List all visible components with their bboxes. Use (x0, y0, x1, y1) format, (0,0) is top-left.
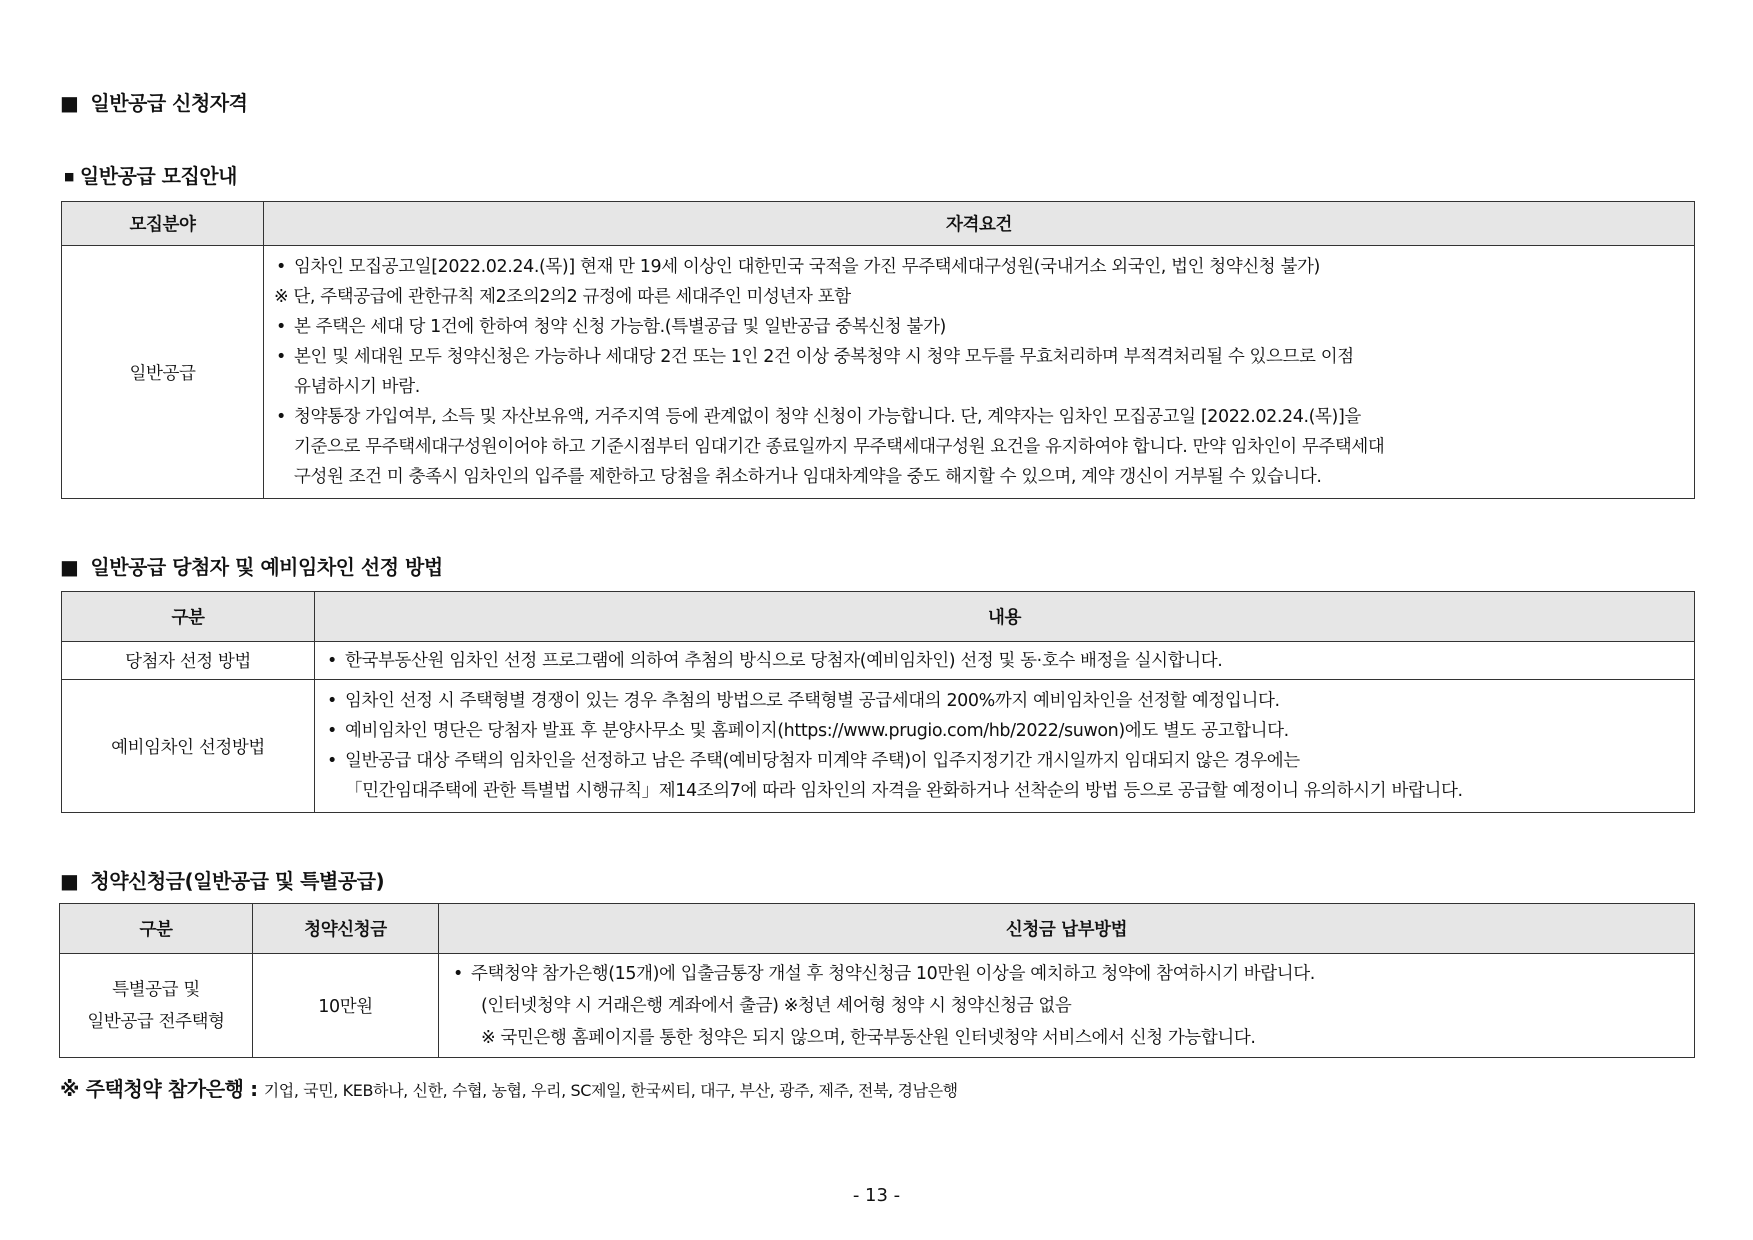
participating-banks-note (60, 1073, 958, 1102)
table-row (60, 954, 1695, 1058)
subsection-title: 일반공급 모집안내 (79, 164, 237, 188)
list-item: • 임차인 선정 시 주택형별 경쟁이 있는 경우 추첨의 방법으로 주택형별 공급세대의 200%까지 예비임차인을 선정할 예정입니다. (325, 686, 1684, 716)
payment-method-cell (439, 954, 1695, 1058)
selection-method-table (61, 591, 1695, 813)
row-label-general-supply: 일반공급 (62, 246, 264, 499)
square-bullet-icon: ■ (60, 555, 79, 579)
deposit-table (59, 903, 1695, 1058)
list-item-continuation: 기준으로 무주택세대구성원이어야 하고 기준시점부터 임대기간 종료일까지 무주택세대구성원 요건을 유지하여야 합니다. 만약 임차인이 무주택세대 (294, 437, 1385, 457)
banks-label: ※ 주택청약 참가은행 : (60, 1077, 258, 1101)
row-label-line: 특별공급 및 (112, 979, 200, 1000)
list-item: • 청약통장 가입여부, 소득 및 자산보유액, 거주지역 등에 관계없이 청약 신청이 가능합니다. 단, 계약자는 임차인 모집공고일 [2022.02.24.(목)]을 (274, 402, 1684, 432)
table-header-row (60, 904, 1695, 954)
reserve-selection-cell (315, 680, 1695, 813)
section-heading-selection-method (60, 551, 443, 580)
list-item: • 예비임차인 명단은 당첨자 발표 후 분양사무소 및 홈페이지(https://www.prugio.com/hb/2022/suwon)에도 별도 공고합니다. (325, 716, 1684, 746)
list-item: • 한국부동산원 임차인 선정 프로그램에 의하여 추첨의 방식으로 당첨자(예비임차인) 선정 및 동·호수 배정을 실시합니다. (325, 646, 1684, 676)
header-division: 구분 (60, 904, 253, 954)
list-item-continuation: (인터넷청약 시 거래은행 계좌에서 출금) ※청년 셰어형 청약 시 청약신청금 없음 (481, 995, 1072, 1016)
row-label-reserve-selection: 예비임차인 선정방법 (62, 680, 315, 813)
header-category: 모집분야 (62, 202, 264, 246)
subsection-heading-recruitment (64, 160, 237, 189)
header-requirements: 자격요건 (264, 202, 1695, 246)
list-item: • 주택청약 참가은행(15개)에 입출금통장 개설 후 청약신청금 10만원 이상을 예치하고 청약에 참여하시기 바랍니다. (451, 958, 1684, 990)
table-row (62, 642, 1695, 680)
table-row (62, 246, 1695, 499)
eligibility-table (61, 201, 1695, 499)
list-item: • 일반공급 대상 주택의 임차인을 선정하고 남은 주택(예비당첨자 미계약 주택)이 입주지정기간 개시일까지 임대되지 않은 경우에는 (325, 746, 1684, 776)
table-header-row (62, 592, 1695, 642)
row-label-line: 일반공급 전주택형 (87, 1011, 225, 1032)
section-title: 일반공급 신청자격 (90, 91, 248, 115)
small-square-bullet-icon: ■ (64, 170, 74, 183)
square-bullet-icon: ■ (60, 91, 79, 115)
page-number: - 13 - (852, 1185, 901, 1206)
list-item-continuation: 「민간임대주택에 관한 특별법 시행규칙」제14조의7에 따라 임차인의 자격을 완화하거나 선착순의 방법 등으로 공급할 예정이니 유의하시기 바랍니다. (345, 781, 1463, 801)
square-bullet-icon: ■ (60, 869, 79, 893)
header-division: 구분 (62, 592, 315, 642)
section-title: 일반공급 당첨자 및 예비임차인 선정 방법 (90, 555, 443, 579)
banks-list: 기업, 국민, KEB하나, 신한, 수협, 농협, 우리, SC제일, 한국씨티, 대구, 부산, 광주, 제주, 전북, 경남은행 (263, 1081, 958, 1100)
table-header-row (62, 202, 1695, 246)
row-label-all-types (60, 954, 253, 1058)
note-line: ※ 국민은행 홈페이지를 통한 청약은 되지 않으며, 한국부동산원 인터넷청약 서비스에서 신청 가능합니다. (481, 1027, 1256, 1048)
note-line: ※ 단, 주택공급에 관한규칙 제2조의2의2 규정에 따른 세대주인 미성년자 포함 (274, 287, 851, 307)
deposit-amount: 10만원 (253, 954, 439, 1058)
list-item: • 본 주택은 세대 당 1건에 한하여 청약 신청 가능함.(특별공급 및 일반공급 중복신청 불가) (274, 312, 1684, 342)
winner-selection-cell (315, 642, 1695, 680)
list-item: • 임차인 모집공고일[2022.02.24.(목)] 현재 만 19세 이상인 대한민국 국적을 가진 무주택세대구성원(국내거소 외국인, 법인 청약신청 불가) (274, 252, 1684, 282)
section-title: 청약신청금(일반공급 및 특별공급) (90, 869, 385, 893)
list-item-continuation: 구성원 조건 미 충족시 임차인의 입주를 제한하고 당첨을 취소하거나 임대차계약을 중도 해지할 수 있으며, 계약 갱신이 거부될 수 있습니다. (294, 467, 1322, 487)
list-item-continuation: 유념하시기 바람. (294, 377, 420, 397)
section-heading-deposit (60, 865, 384, 894)
list-item: • 본인 및 세대원 모두 청약신청은 가능하나 세대당 2건 또는 1인 2건 이상 중복청약 시 청약 모두를 무효처리하며 부적격처리될 수 있으므로 이점 (274, 342, 1684, 372)
requirements-cell (264, 246, 1695, 499)
row-label-winner-selection: 당첨자 선정 방법 (62, 642, 315, 680)
table-row (62, 680, 1695, 813)
section-heading-eligibility (60, 87, 247, 116)
header-deposit-amount: 청약신청금 (253, 904, 439, 954)
header-content: 내용 (315, 592, 1695, 642)
header-payment-method: 신청금 납부방법 (439, 904, 1695, 954)
